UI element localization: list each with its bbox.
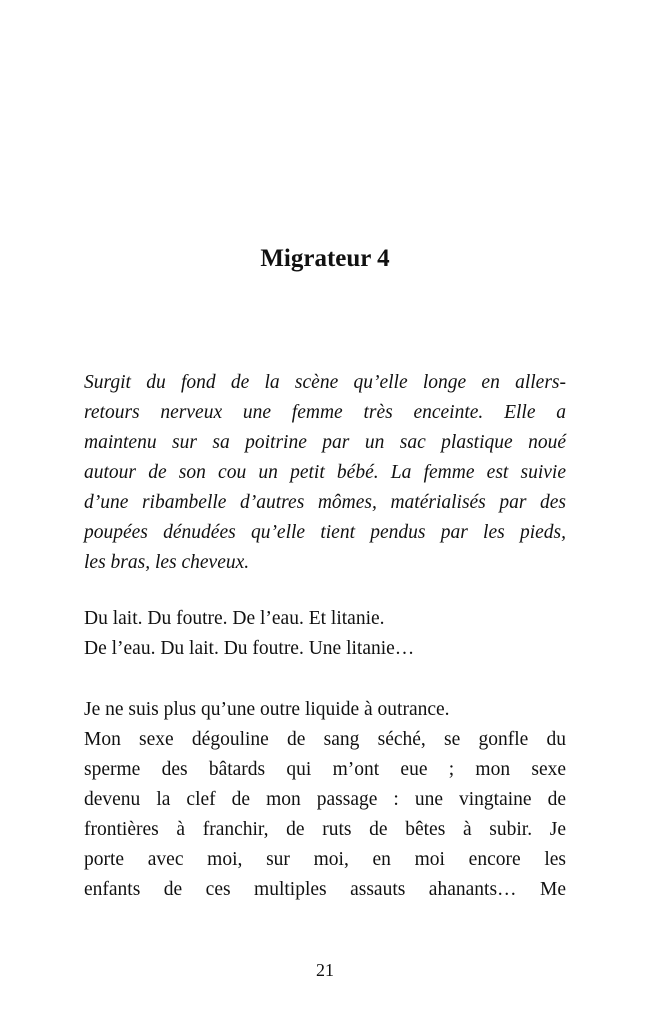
paragraph-line: enfants de ces multiples assauts ahanants… Me: [84, 879, 566, 900]
paragraph-line: porte avec moi, sur moi, en moi encore les: [84, 849, 566, 870]
stage-direction-line: maintenu sur sa poitrine par un sac plastique noué: [84, 432, 566, 453]
chapter-title: Migrateur 4: [260, 245, 390, 272]
paragraph-line: frontières à franchir, de ruts de bêtes à subir. Je: [84, 819, 566, 840]
stage-direction: [84, 368, 566, 578]
paragraph-line: sperme des bâtards qui m’ont eue ; mon sexe: [84, 759, 566, 780]
litany-line: Du lait. Du foutre. De l’eau. Et litanie.: [84, 608, 385, 629]
litany-line: De l’eau. Du lait. Du foutre. Une litanie…: [84, 638, 415, 659]
stage-direction-line: d’une ribambelle d’autres mômes, matérialisés par des: [84, 492, 566, 513]
stage-direction-line: autour de son cou un petit bébé. La femme est suivie: [84, 462, 566, 483]
stage-direction-line: les bras, les cheveux.: [84, 552, 250, 573]
paragraph-line: devenu la clef de mon passage : une vingtaine de: [84, 789, 566, 810]
stage-direction-line: Surgit du fond de la scène qu’elle longe en allers-: [84, 372, 566, 393]
paragraph-line: Mon sexe dégouline de sang séché, se gonfle du: [84, 729, 566, 750]
body-paragraph: [84, 695, 566, 905]
paragraph-line: Je ne suis plus qu’une outre liquide à outrance.: [84, 699, 450, 720]
stage-direction-line: retours nerveux une femme très enceinte. Elle a: [84, 402, 566, 423]
litany: [84, 604, 566, 664]
page-number: 21: [316, 960, 334, 980]
stage-direction-line: poupées dénudées qu’elle tient pendus par les pieds,: [84, 522, 566, 543]
